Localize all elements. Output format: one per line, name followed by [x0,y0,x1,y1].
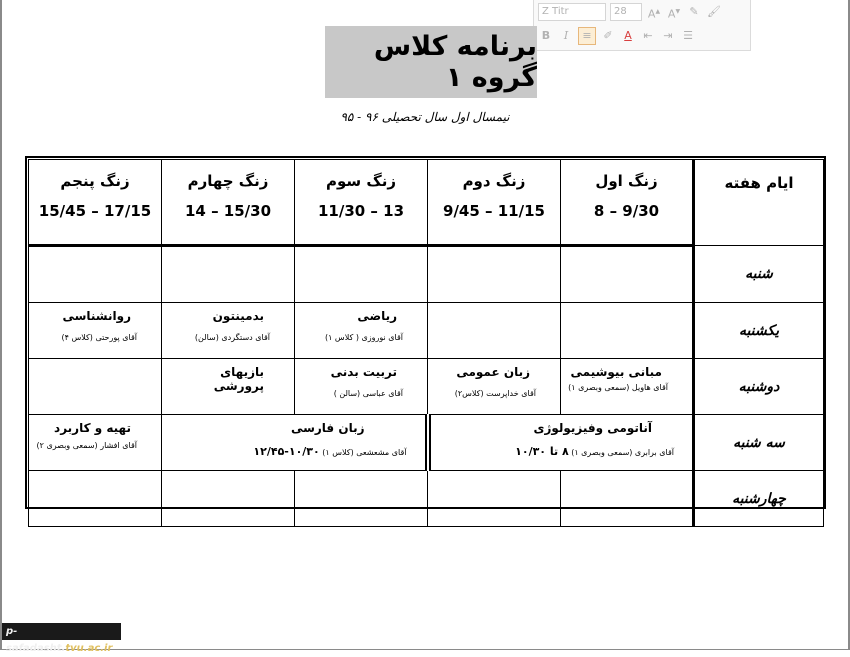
course-name: تربیت بدنی [330,365,397,379]
course-name: بدمینتون [212,309,264,323]
day-row-saturday [29,246,824,303]
course-teacher: آقای هاویل (سمعی وبصری ۱) [568,383,668,392]
semester-subtitle: نیمسال اول سال تحصیلی ۹۶ - ۹۵ [340,110,510,124]
clear-format-icon[interactable]: ✎ [689,5,699,18]
day-row-monday [29,359,824,415]
schedule-cell [162,471,295,527]
course-name: بازیهای پرورشی [213,365,264,393]
course-name: تهیه و کاربرد [54,421,131,435]
schedule-cell [295,303,428,359]
site-watermark [2,623,121,654]
schedule-cell [428,246,561,303]
course-teacher-line [162,435,425,458]
course-teacher: آقای مشعشعی (کلاس ۱) [322,448,407,457]
bell-name: زنگ دوم [462,172,526,190]
page-border-left [0,0,2,650]
watermark-prefix: p-safadasht. [6,626,66,654]
schedule-cell [29,303,162,359]
bell-time: 15/45 – 17/15 [38,202,152,220]
header-bell-1 [561,160,694,246]
course-time: ۱۰/۳۰-۱۲/۴۵ [253,445,320,458]
course-teacher: آقای برابری (سمعی وبصری ۱) [571,448,674,457]
page-title: برنامه کلاس گروه ۱ [325,26,537,98]
schedule-cell [561,359,694,415]
schedule-cell [29,246,162,303]
bold-button[interactable]: B [541,29,551,42]
header-row [29,160,824,246]
schedule-cell [29,359,162,415]
header-bell-4 [162,160,295,246]
schedule-cell [162,359,295,415]
schedule-cell [162,303,295,359]
bell-time: 14 – 15/30 [184,202,272,220]
day-label: دوشنبه [694,359,824,415]
header-day-label: ایام هفته [694,160,824,246]
schedule-cell [295,471,428,527]
highlight-icon[interactable]: ✐ [603,29,613,42]
increase-indent-icon[interactable]: ⇥ [663,29,673,42]
course-time: ۸ تا ۱۰/۳۰ [515,445,569,458]
grow-font-icon[interactable]: A▲ [647,7,661,21]
bell-name: زنگ اول [595,172,658,190]
schedule-table [28,159,824,527]
schedule-cell [428,359,561,415]
schedule-cell [561,246,694,303]
course-name: آناتومی وفیزیولوژی [533,421,652,435]
course-teacher: آقای دستگردی (سالن) [194,333,270,342]
course-name: مبانی بیوشیمی [570,365,662,379]
schedule-cell [29,415,162,471]
font-size-select[interactable]: 28 [610,3,642,21]
align-center-icon[interactable]: ≡ [578,27,596,45]
schedule-cell-merged [428,415,694,471]
bullets-icon[interactable]: ☰ [683,29,693,42]
font-color-button[interactable]: A [624,29,632,42]
course-name: زبان عمومی [456,365,530,379]
course-name: زبان فارسی [290,421,365,435]
bell-name: زنگ سوم [326,172,396,190]
header-bell-2 [428,160,561,246]
day-label: یکشنبه [694,303,824,359]
schedule-cell [428,303,561,359]
schedule-cell [295,359,428,415]
header-bell-5 [29,160,162,246]
day-row-tuesday [29,415,824,471]
course-teacher: آقای نوروزی ( کلاس ۱) [324,333,403,342]
font-name-select[interactable]: Z Titr [538,3,606,21]
course-teacher: آقای عباسی (سالن ) [333,389,403,398]
course-teacher-line [431,435,693,458]
course-name: ریاضی [357,309,397,323]
day-label: چهارشنبه [694,471,824,527]
day-label: سه شنبه [694,415,824,471]
course-teacher: آقای افشار (سمعی وبصری ۲) [36,441,137,450]
schedule-cell [561,471,694,527]
decrease-indent-icon[interactable]: ⇤ [643,29,653,42]
course-teacher: آقای خداپرست (کلاس۲) [454,389,536,398]
bell-name: زنگ چهارم [187,172,269,190]
shrink-font-icon[interactable]: A▼ [667,7,681,21]
schedule-cell [162,246,295,303]
schedule-cell [428,471,561,527]
day-row-wednesday [29,471,824,527]
watermark-accent: tvu.ac.ir [65,643,113,654]
bell-time: 11/30 – 13 [317,202,405,220]
day-label: شنبه [694,246,824,303]
mini-format-toolbar [533,0,751,51]
schedule-cell [29,471,162,527]
course-name: روانشناسی [62,309,131,323]
bell-name: زنگ پنجم [60,172,130,190]
format-painter-icon[interactable]: 🖌 [707,5,721,18]
course-teacher: آقای پورحتی (کلاس ۴) [61,333,137,342]
bell-time: 8 – 9/30 [593,202,660,220]
day-row-sunday [29,303,824,359]
schedule-cell [295,246,428,303]
schedule-cell-merged [162,415,428,471]
italic-button[interactable]: I [563,29,569,42]
header-bell-3 [295,160,428,246]
bell-time: 9/45 – 11/15 [443,202,545,220]
schedule-cell [561,303,694,359]
